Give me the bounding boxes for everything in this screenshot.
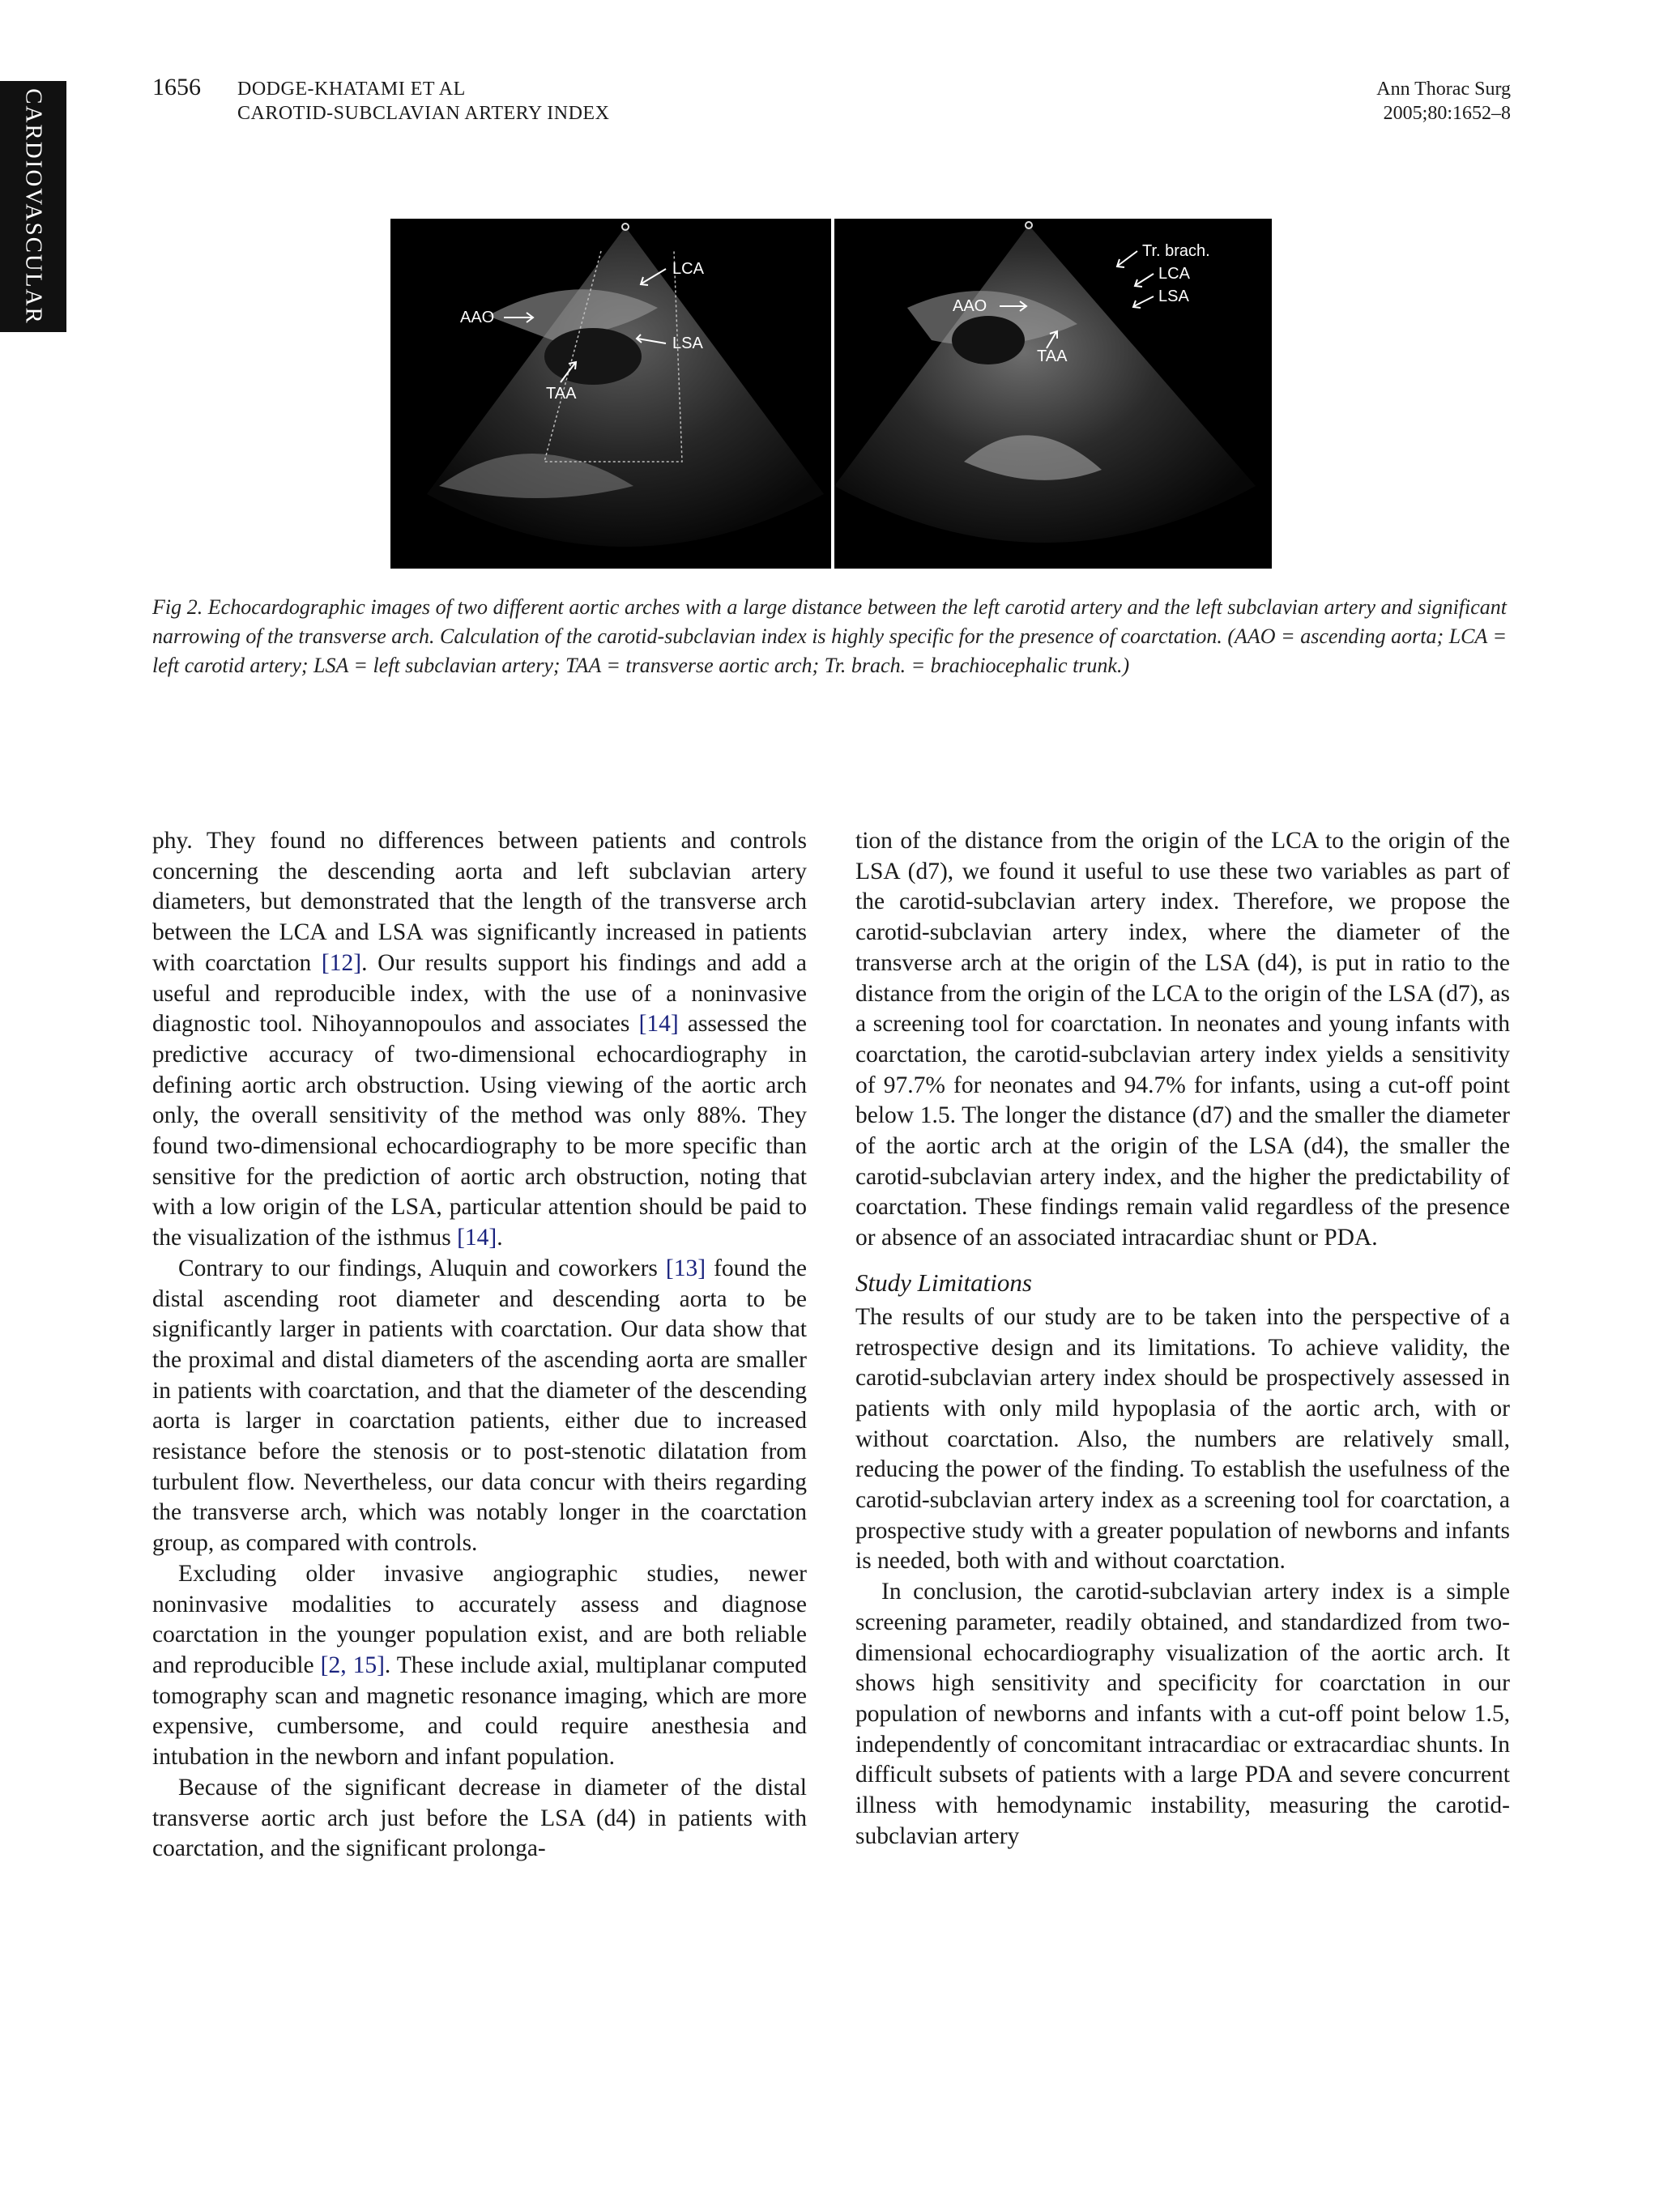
section-heading-study-limitations: Study Limitations bbox=[855, 1268, 1032, 1297]
running-head-right bbox=[1376, 77, 1511, 126]
reference-link[interactable]: [13] bbox=[665, 1255, 706, 1281]
reference-link[interactable]: [14] bbox=[457, 1225, 497, 1251]
right-paragraph-3: In conclusion, the carotid-subclavian artery index is a simple screening parameter, readily obtained, and standardized from two-dimensional echocardiography visualization of the aortic arch. It shows high sensitivity and specificity for coarctation in our population of newborns and infants with a cut-off point below 1.5, independently of concomitant intracardiac or extracardiac shunts. In difficult subsets of patients with a large PDA and severe concurrent illness with hemodynamic instability, measuring the carotid-subclavian artery bbox=[855, 1579, 1510, 1849]
right-paragraph-2: The results of our study are to be taken into the perspective of a retrospective design and its limitations. To achieve validity, the carotid-subclavian artery index should be prospectively assessed in patients with only mild hypoplasia of the aortic arch, with or without coarctation. Also, the numbers are relatively small, reducing the power of the finding. To establish the usefulness of the carotid-subclavian artery index as a screening tool for coarctation, a prospective study with a greater population of newborns and infants is needed, both with and without coarctation. bbox=[855, 1303, 1510, 1575]
running-head-left bbox=[237, 77, 609, 126]
echo-image-right bbox=[834, 219, 1272, 569]
label-taa-left: TAA bbox=[546, 385, 577, 403]
left-paragraph-4: Because of the significant decrease in diameter of the distal transverse aortic arch just before the LSA (d4) in patients with coarctation, and the significant prolonga- bbox=[152, 1774, 807, 1862]
section-side-tab bbox=[0, 81, 66, 332]
label-lsa-right: LSA bbox=[1158, 288, 1189, 305]
left-paragraph-2: Contrary to our findings, Aluquin and coworkers [13] found the distal ascending root diameter and descending aorta to be significantly larger in patients with coarctation. Our data show that the proximal and distal diameters of the ascending aorta are smaller in patients with coarctation, and that the diameter of the descending aorta is larger in coarctation patients, either due to increased resistance before the stenosis or to post-stenotic dilatation from turbulent flow. Nevertheless, our data concur with theirs regarding the transverse arch, which was notably longer in the coarctation group, as compared with controls. bbox=[152, 1255, 807, 1557]
left-paragraph-3: Excluding older invasive angiographic studies, newer noninvasive modalities to accurately assess and diagnose coarctation in the younger population exist, and are both reliable and reproducible [2, 15]. These include axial, multiplanar computed tomography scan and magnetic resonance imaging, which are more expensive, cumbersome, and could require anesthesia and intubation in the newborn and infant population. bbox=[152, 1560, 807, 1771]
right-column bbox=[855, 826, 1510, 1852]
page-number: 1656 bbox=[152, 74, 201, 100]
right-paragraph-1: tion of the distance from the origin of the LCA to the origin of the LSA (d7), we found it useful to use these two variables as part of the carotid-subclavian artery index. Therefore, we propose the carotid-subclavian artery index, where the diameter of the transverse arch at the origin of the LSA (d4), is put in ratio to the distance from the origin of the LCA to the origin of the LSA (d7), as a screening tool for coarctation. In neonates and young infants with coarctation, the carotid-subclavian artery index yields a sensitivity of 97.7% for neonates and 94.7% for infants, using a cut-off point below 1.5. The longer the distance (d7) and the smaller the diameter of the aortic arch at the origin of the LSA (d4), the smaller the carotid-subclavian artery index, and the higher the predictability of coarctation. These findings remain valid regardless of the presence or absence of an associated intracardiac shunt or PDA. bbox=[855, 828, 1510, 1251]
echo-image-left bbox=[390, 219, 831, 569]
running-head-authors: DODGE-KHATAMI ET AL bbox=[237, 79, 466, 100]
label-lsa-left: LSA bbox=[672, 335, 703, 352]
figure-2 bbox=[390, 219, 1272, 569]
left-paragraph-1: phy. They found no differences between patients and controls concerning the descending aorta and left subclavian artery diameters, but demonstrated that the length of the transverse arch between the LCA and LSA was significantly increased in patients with coarctation [12]. Our results support his findings and add a useful and reproducible index, with the use of a noninvasive diagnostic tool. Nihoyannopoulos and associates [14] assessed the predictive accuracy of two-dimensional echocardiography in defining aortic arch obstruction. Using viewing of the aortic arch only, the overall sensitivity of the method was only 88%. They found two-dimensional echocardiography to be more specific than sensitive for the prediction of aortic arch obstruction, noting that with a low origin of the LSA, particular attention should be paid to the visualization of the isthmus [14]. bbox=[152, 828, 807, 1251]
side-tab-label: CARDIOVASCULAR bbox=[20, 88, 47, 325]
running-head-title: CAROTID-SUBCLAVIAN ARTERY INDEX bbox=[237, 103, 610, 124]
reference-link[interactable]: [12] bbox=[321, 949, 362, 976]
figure-caption: Fig 2. Echocardographic images of two different aortic arches with a large distance between the left carotid artery and the left subclavian artery and significant narrowing of the transverse arch. Calculation of the carotid-subclavian index is highly specific for the presence of coarctation. (AAO = ascending aorta; LCA = left carotid artery; LSA = left subclavian artery; TAA = transverse aortic arch; Tr. brach. = brachiocephalic trunk.) bbox=[152, 595, 1507, 677]
label-lca-left: LCA bbox=[672, 260, 704, 278]
reference-link[interactable]: [2, 15] bbox=[320, 1652, 385, 1678]
left-column bbox=[152, 826, 807, 1865]
label-trbrach-right: Tr. brach. bbox=[1142, 242, 1210, 260]
reference-link[interactable]: [14] bbox=[638, 1011, 679, 1038]
journal-name: Ann Thorac Surg bbox=[1376, 79, 1511, 100]
label-taa-right: TAA bbox=[1037, 347, 1068, 365]
label-lca-right: LCA bbox=[1158, 265, 1190, 283]
journal-citation: 2005;80:1652–8 bbox=[1383, 103, 1511, 124]
label-aao-left: AAO bbox=[460, 309, 495, 326]
label-aao-right: AAO bbox=[953, 297, 987, 315]
